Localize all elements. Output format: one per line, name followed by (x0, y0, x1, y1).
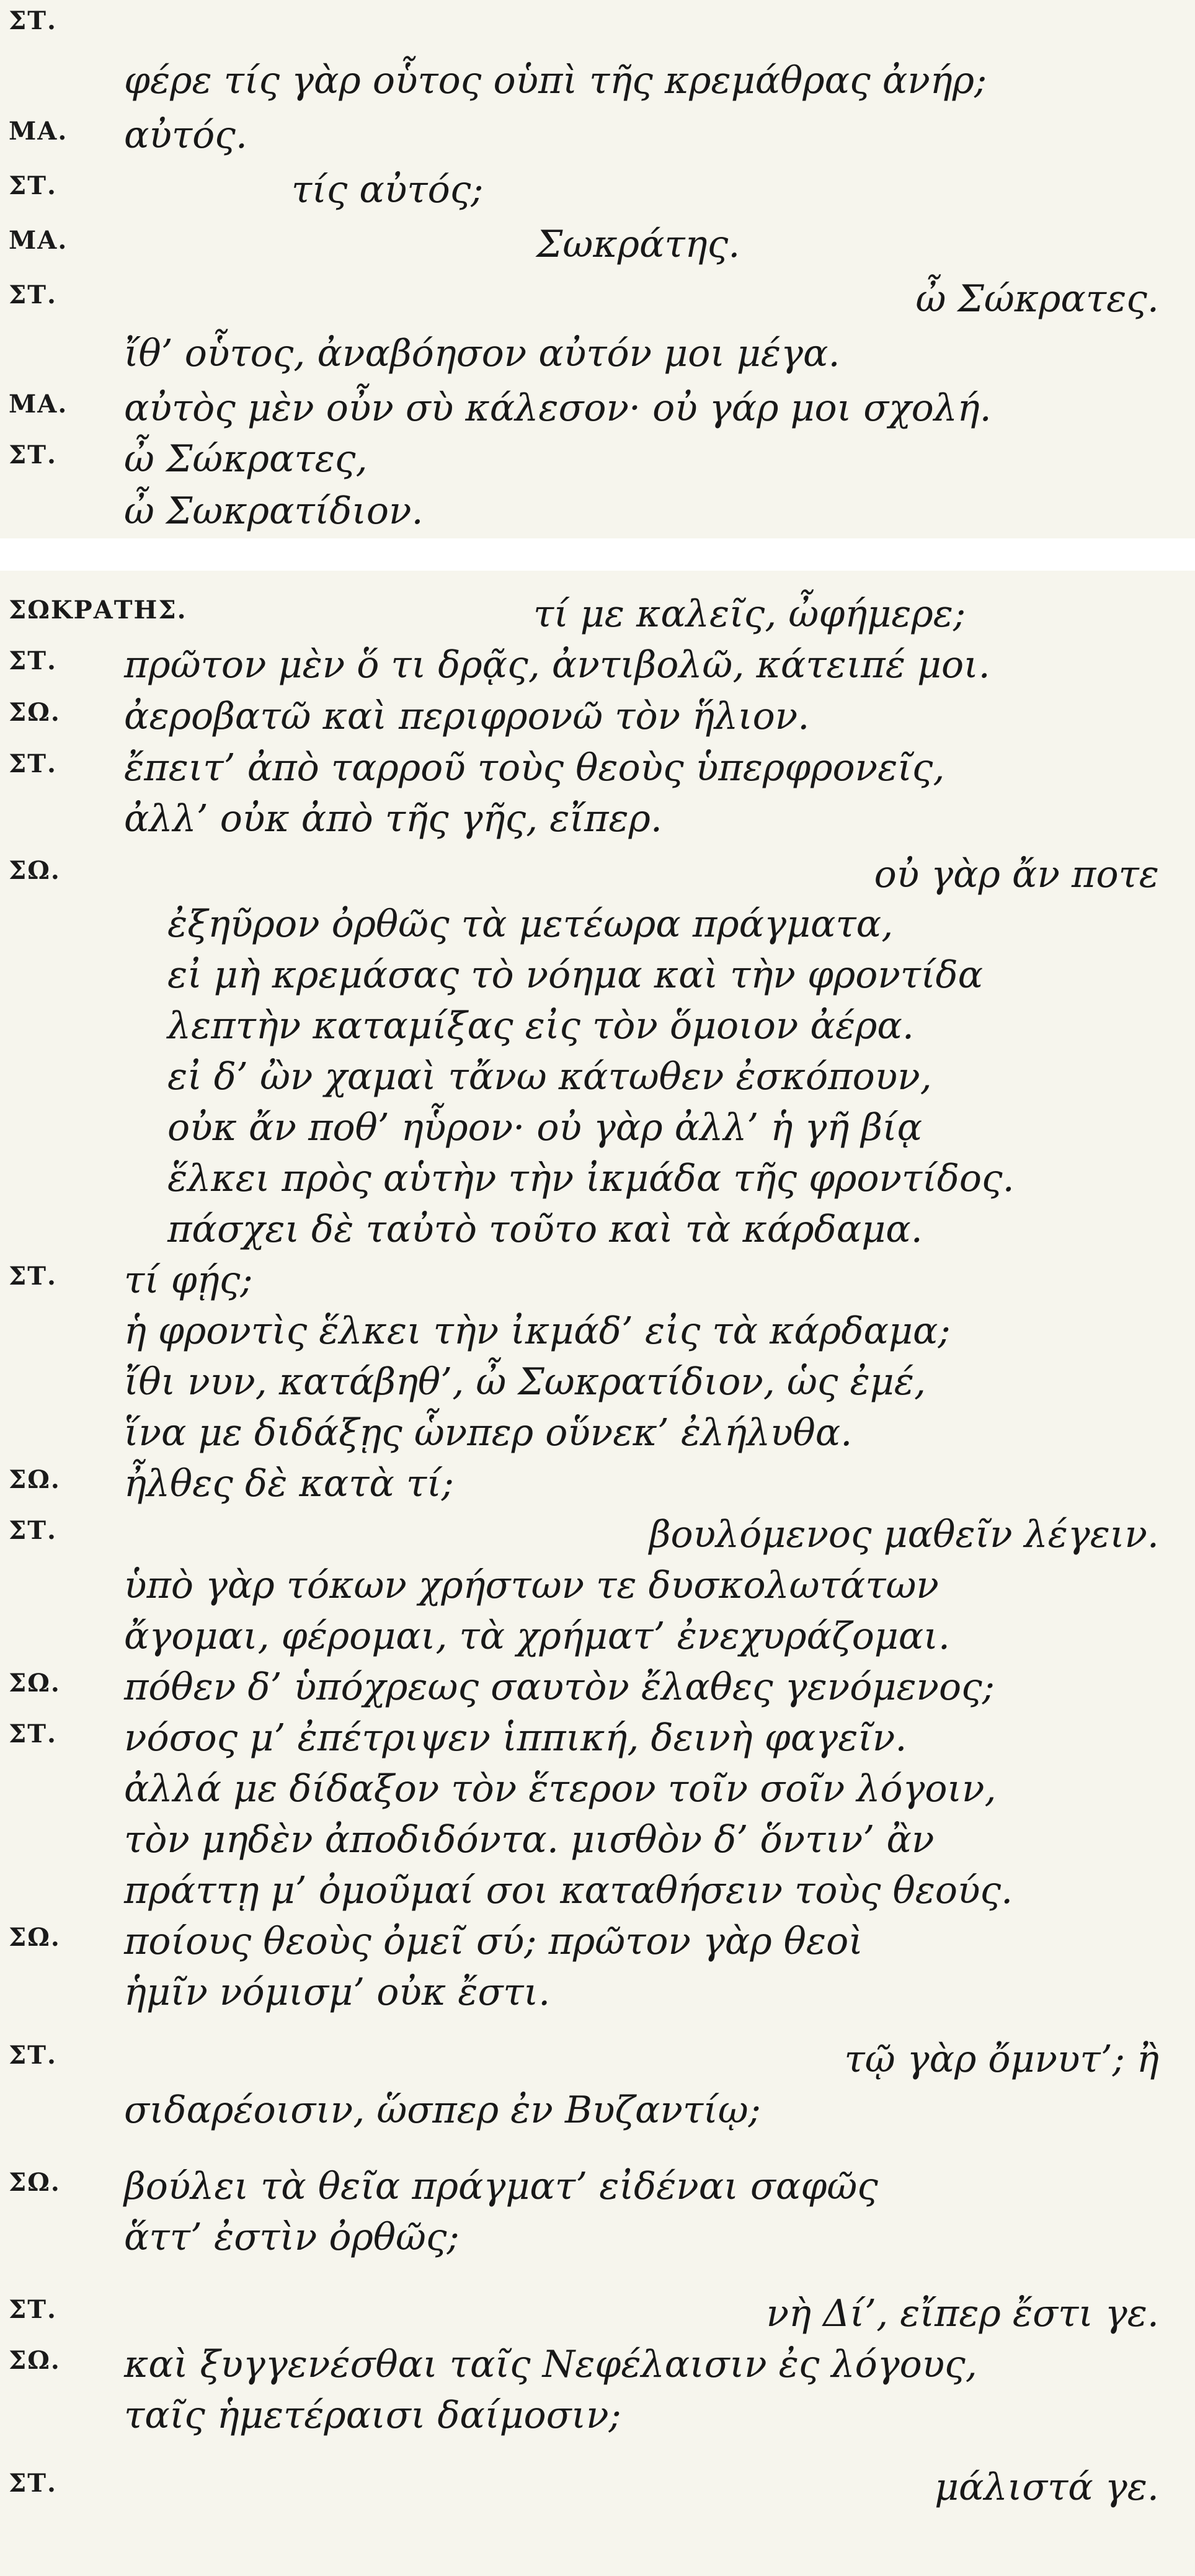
speaker-label: ΣΤ. (9, 1516, 57, 1545)
speaker-line (0, 220, 1195, 269)
speaker-label: ΣΤ. (9, 2041, 57, 2070)
speaker-line (0, 165, 1195, 215)
verse-line (0, 2391, 1195, 2440)
speaker-label: ΣΩ. (9, 1923, 61, 1952)
speaker-label: ΣΤ. (9, 2469, 57, 2498)
speaker-label: ΣΩ. (9, 1669, 61, 1698)
speaker-label: ΣΩ. (9, 2168, 61, 2197)
verse-text: νὴ Δί’, εἴπερ ἔστι γε. (766, 2292, 1159, 2335)
verse-text: καὶ ξυγγενέσθαι ταῖς Νεφέλαισιν ἐς λόγους, (124, 2343, 977, 2386)
verse-text: αὐτὸς μὲν οὖν σὺ κάλεσον· οὐ γάρ μοι σχολή. (124, 386, 992, 430)
page-fragment-bottom (0, 571, 1195, 2576)
speaker-label: ΣΤ. (9, 171, 57, 200)
verse-text: πράττῃ μ’ ὀμοῦμαί σοι καταθήσειν τοὺς θεούς. (124, 1869, 1013, 1912)
verse-text: ἡμῖν νόμισμ’ οὐκ ἔστι. (124, 1971, 551, 2014)
speaker-line (0, 2462, 1195, 2512)
verse-text: βουλόμενος μαθεῖν λέγειν. (649, 1513, 1159, 1556)
verse-text: ὦ Σώκρατες. (915, 277, 1159, 321)
verse-text: φέρε τίς γὰρ οὗτος οὑπὶ τῆς κρεμάθρας ἀνήρ; (124, 59, 987, 102)
verse-text: εἰ δ’ ὢν χαμαὶ τἄνω κάτωθεν ἐσκόπουν, (167, 1055, 932, 1099)
verse-line (0, 1866, 1195, 1915)
verse-line (0, 1968, 1195, 2017)
verse-line (0, 1154, 1195, 1203)
verse-text: ἀεροβατῶ καὶ περιφρονῶ τὸν ἥλιον. (124, 695, 810, 738)
speaker-line (0, 2340, 1195, 2389)
speaker-label: ΣΩ. (9, 856, 61, 885)
speaker-line (0, 692, 1195, 741)
speaker-line (0, 434, 1195, 484)
speaker-label: ΜΑ. (9, 117, 68, 146)
verse-line (0, 2213, 1195, 2262)
verse-text: ἀλλ’ οὐκ ἀπὸ τῆς γῆς, εἴπερ. (124, 797, 662, 840)
verse-text: ἄγομαι, φέρομαι, τὰ χρήματ’ ἐνεχυράζομαι. (124, 1615, 950, 1658)
speaker-label: ΣΩ. (9, 1465, 61, 1494)
verse-text: αὐτός. (124, 114, 247, 157)
speaker-label: ΣΤ. (9, 646, 57, 675)
verse-line (0, 1103, 1195, 1152)
verse-text: τίς αὐτός; (291, 168, 484, 212)
speaker-line (0, 743, 1195, 793)
speaker-line (0, 274, 1195, 324)
verse-text: τί φῄς; (124, 1259, 253, 1302)
speaker-line (0, 110, 1195, 160)
verse-text: ἕλκει πρὸς αὑτὴν τὴν ἰκμάδα τῆς φροντίδος. (167, 1157, 1015, 1200)
verse-line (0, 1611, 1195, 1661)
speaker-label: ΣΩ. (9, 2346, 61, 2375)
speaker-label: ΣΤ. (9, 1262, 57, 1291)
verse-line (0, 950, 1195, 1000)
page-fragment-top (0, 0, 1195, 538)
verse-text: πόθεν δ’ ὑπόχρεως σαυτὸν ἔλαθες γενόμενος; (124, 1665, 995, 1709)
speaker-label: ΣΤ. (9, 280, 57, 310)
verse-text: ἦλθες δὲ κατὰ τί; (124, 1462, 454, 1505)
verse-text: ἡ φροντὶς ἕλκει τὴν ἰκμάδ’ εἰς τὰ κάρδαμα; (124, 1309, 951, 1353)
verse-text: ταῖς ἡμετέραισι δαίμοσιν; (124, 2394, 621, 2437)
verse-text: ποίους θεοὺς ὀμεῖ σύ; πρῶτον γὰρ θεοὶ (124, 1920, 863, 1963)
speaker-line (0, 2289, 1195, 2338)
verse-text: Σωκράτης. (536, 223, 740, 266)
speaker-line (0, 1459, 1195, 1509)
verse-text: ὑπὸ γὰρ τόκων χρήστων τε δυσκολωτάτων (124, 1564, 939, 1607)
verse-line (0, 329, 1195, 378)
verse-line (0, 486, 1195, 536)
verse-line (0, 1001, 1195, 1051)
verse-text: ἴθ’ οὗτος, ἀναβόησον αὐτόν μοι μέγα. (124, 332, 840, 375)
verse-text: ἀλλά με δίδαξον τὸν ἕτερον τοῖν σοῖν λόγοιν, (124, 1767, 997, 1811)
verse-line (0, 56, 1195, 105)
verse-line (0, 794, 1195, 844)
verse-text: εἰ μὴ κρεμάσας τὸ νόημα καὶ τὴν φροντίδα (167, 953, 984, 997)
speaker-line (0, 2162, 1195, 2211)
verse-text: οὐκ ἄν ποθ’ ηὗρον· οὐ γὰρ ἀλλ’ ἡ γῆ βίᾳ (167, 1106, 923, 1149)
speaker-label: ΣΤ. (9, 6, 57, 35)
verse-line (0, 2085, 1195, 2135)
verse-line (0, 1357, 1195, 1407)
verse-line (0, 1815, 1195, 1865)
speaker-label: ΣΤ. (9, 1719, 57, 1749)
speaker-label: ΣΩ. (9, 698, 61, 727)
verse-text: λεπτὴν καταμίξας εἰς τὸν ὅμοιον ἀέρα. (167, 1004, 914, 1048)
verse-line (0, 1561, 1195, 1610)
verse-line (0, 1764, 1195, 1814)
speaker-label: ΜΑ. (9, 226, 68, 255)
verse-text: σιδαρέοισιν, ὥσπερ ἐν Βυζαντίῳ; (124, 2088, 761, 2132)
speaker-line (0, 383, 1195, 433)
verse-text: ἔπειτ’ ἀπὸ ταρροῦ τοὺς θεοὺς ὑπερφρονεῖς, (124, 746, 945, 790)
speaker-label: ΣΩΚΡΑΤΗΣ. (9, 595, 187, 625)
speaker-line (0, 640, 1195, 690)
speaker-label: ΜΑ. (9, 390, 68, 419)
speaker-line (0, 850, 1195, 899)
speaker-line (0, 1713, 1195, 1763)
speaker-line (0, 1510, 1195, 1559)
speaker-label: ΣΤ. (9, 440, 57, 470)
verse-text: ἐξηῦρον ὀρθῶς τὰ μετέωρα πράγματα, (167, 902, 894, 946)
verse-text: πρῶτον μὲν ὅ τι δρᾷς, ἀντιβολῶ, κάτειπέ μοι. (124, 643, 990, 687)
verse-text: βούλει τὰ θεῖα πράγματ’ εἰδέναι σαφῶς (124, 2165, 878, 2208)
verse-text: ἴθι νυν, κατάβηθ’, ὦ Σωκρατίδιον, ὡς ἐμέ, (124, 1360, 926, 1404)
speaker-line (0, 0, 1195, 50)
verse-line (0, 899, 1195, 949)
verse-text: ὦ Σώκρατες, (124, 437, 368, 481)
speaker-line (0, 1255, 1195, 1305)
speaker-label: ΣΤ. (9, 2295, 57, 2324)
verse-text: νόσος μ’ ἐπέτριψεν ἱππική, δεινὴ φαγεῖν. (124, 1716, 907, 1760)
verse-line (0, 1205, 1195, 1254)
verse-text: ἵνα με διδάξῃς ὧνπερ οὕνεκ’ ἐλήλυθα. (124, 1411, 853, 1455)
verse-text: τί με καλεῖς, ὦφήμερε; (533, 592, 966, 636)
verse-text: πάσχει δὲ ταὐτὸ τοῦτο καὶ τὰ κάρδαμα. (167, 1208, 923, 1251)
verse-line (0, 1306, 1195, 1356)
speaker-line (0, 2035, 1195, 2084)
verse-text: οὐ γὰρ ἄν ποτε (874, 853, 1159, 896)
speaker-line (0, 589, 1195, 639)
verse-text: τῷ γὰρ ὄμνυτ’; ἢ (844, 2038, 1159, 2081)
verse-text: μάλιστά γε. (935, 2466, 1159, 2509)
verse-line (0, 1052, 1195, 1102)
verse-text: ὦ Σωκρατίδιον. (124, 489, 424, 533)
verse-text: τὸν μηδὲν ἀποδιδόντα. μισθὸν δ’ ὅντιν’ ἂν (124, 1818, 935, 1861)
speaker-line (0, 1917, 1195, 1966)
speaker-label: ΣΤ. (9, 749, 57, 778)
speaker-line (0, 1662, 1195, 1712)
verse-line (0, 1408, 1195, 1458)
verse-text: ἅττ’ ἐστὶν ὀρθῶς; (124, 2216, 460, 2259)
